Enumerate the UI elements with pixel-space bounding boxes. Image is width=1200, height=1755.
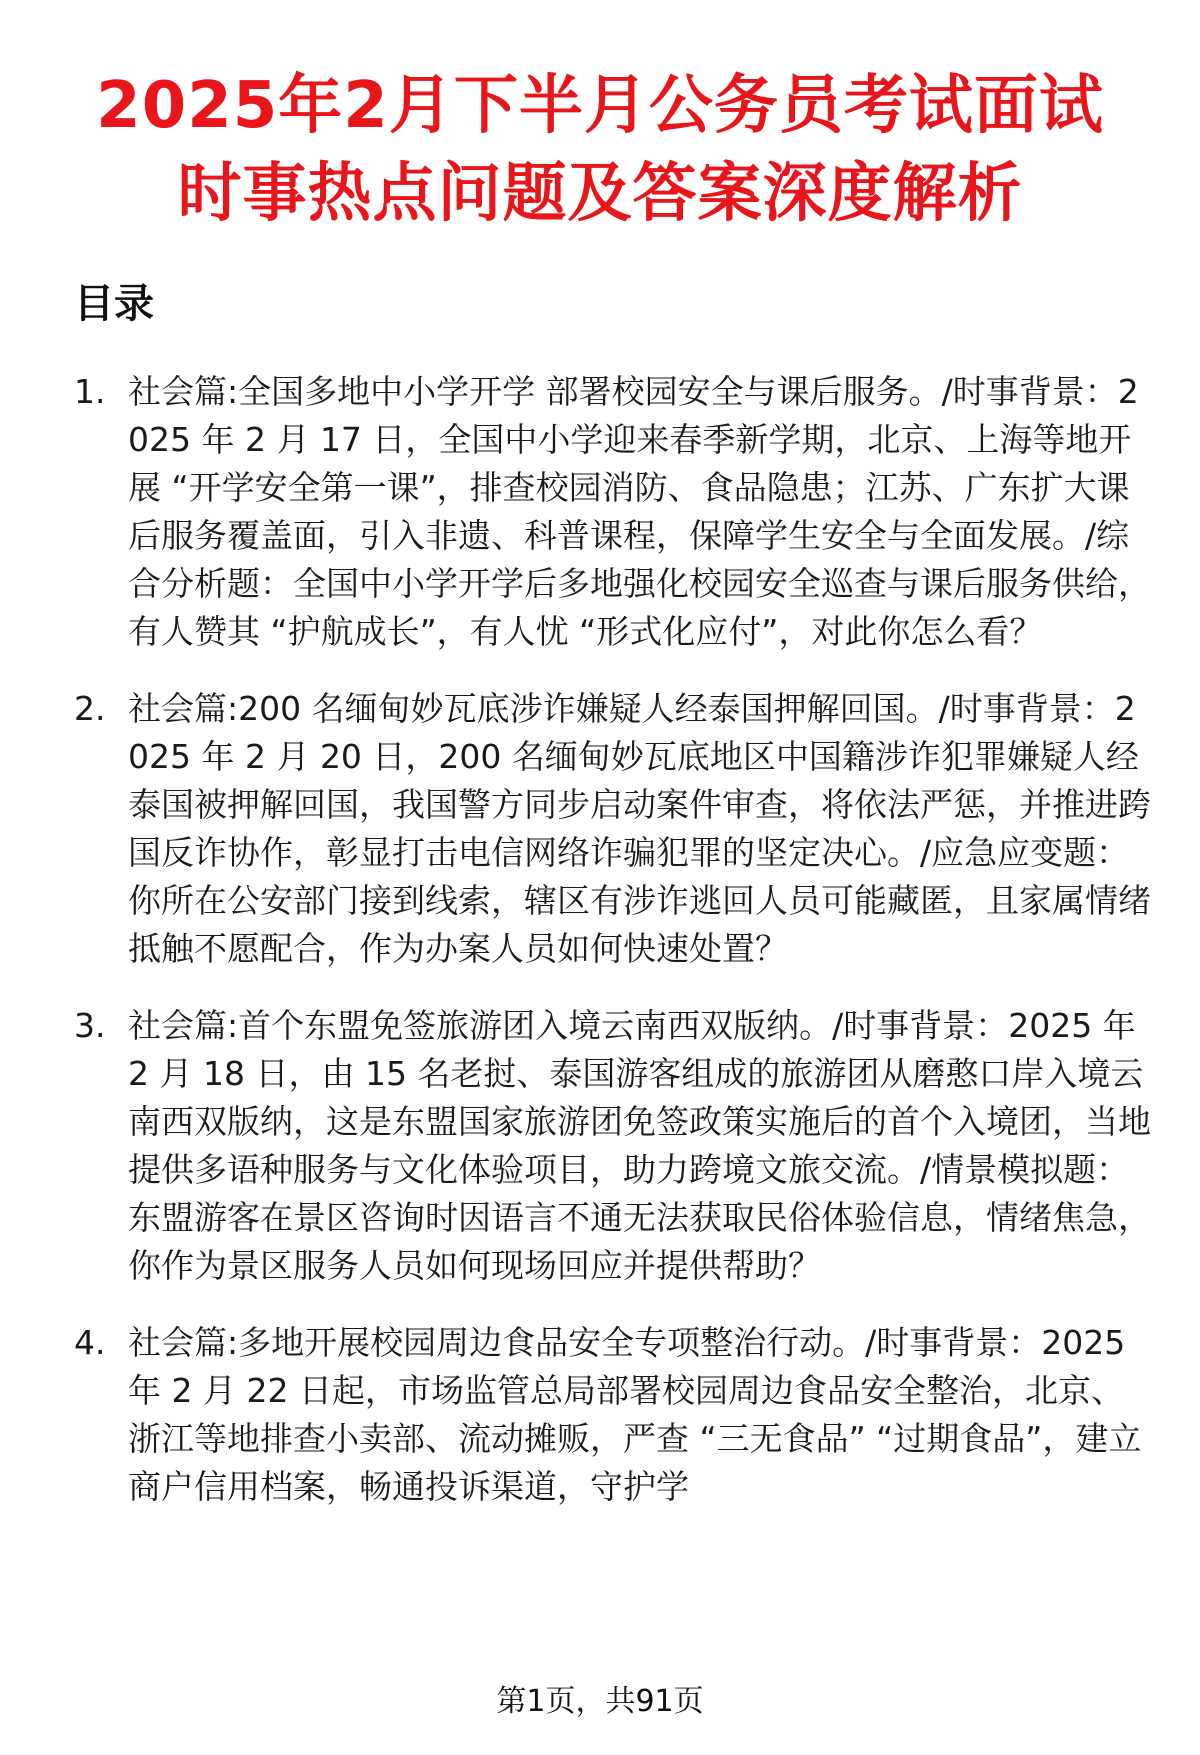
toc-list xyxy=(74,368,1154,1540)
item-text: 社会篇:200 名缅甸妙瓦底涉诈嫌疑人经泰国押解回国。/时事背景：2025 年 2 月 20 日，200 名缅甸妙瓦底地区中国籍涉诈犯罪嫌疑人经泰国被押解回国，我国警方同步启动案件审查，将依法严惩，并推进跨国反诈协作，彰显打击电信网络诈骗犯罪的坚定决心。/应急应变题：你所在公安部门接到线索，辖区有涉诈逃回人员可能藏匿，且家属情绪抵触不愿配合，作为办案人员如何快速处置？ xyxy=(128,689,1151,968)
toc-item-1 xyxy=(74,368,1154,656)
title-line-2: 时事热点问题及答案深度解析 xyxy=(177,157,1023,231)
item-number: 2. xyxy=(74,689,106,728)
toc-item-2 xyxy=(74,685,1154,973)
document-title xyxy=(60,62,1140,238)
item-text: 社会篇:多地开展校园周边食品安全专项整治行动。/时事背景：2025 年 2 月 22 日起，市场监管总局部署校园周边食品安全整治，北京、浙江等地排查小卖部、流动摊贩，严查 “三无食品” “过期食品”，建立商户信用档案，畅通投诉渠道，守护学 xyxy=(128,1323,1142,1506)
item-text: 社会篇:首个东盟免签旅游团入境云南西双版纳。/时事背景：2025 年 2 月 18 日，由 15 名老挝、泰国游客组成的旅游团从磨憨口岸入境云南西双版纳，这是东盟国家旅游团免签政策实施后的首个入境团，当地提供多语种服务与文化体验项目，助力跨境文旅交流。/情景模拟题：东盟游客在景区咨询时因语言不通无法获取民俗体验信息，情绪焦急，你作为景区服务人员如何现场回应并提供帮助？ xyxy=(128,1006,1151,1285)
page-footer: 第1页，共91页 xyxy=(496,1684,704,1719)
item-text: 社会篇:全国多地中小学开学 部署校园安全与课后服务。/时事背景：2025 年 2 月 17 日，全国中小学迎来春季新学期，北京、上海等地开展 “开学安全第一课”，排查校园消防、食品隐患；江苏、广东扩大课后服务覆盖面，引入非遗、科普课程，保障学生安全与全面发展。/综合分析题：全国中小学开学后多地强化校园安全巡查与课后服务供给，有人赞其 “护航成长”，有人忧 “形式化应付”，对此你怎么看？ xyxy=(128,372,1151,651)
toc-heading: 目录 xyxy=(74,281,154,327)
item-number: 4. xyxy=(74,1323,106,1362)
item-number: 1. xyxy=(74,372,106,411)
title-line-1: 2025年2月下半月公务员考试面试 xyxy=(96,69,1104,143)
item-number: 3. xyxy=(74,1006,106,1045)
toc-item-3 xyxy=(74,1002,1154,1290)
toc-item-4 xyxy=(74,1319,1154,1511)
